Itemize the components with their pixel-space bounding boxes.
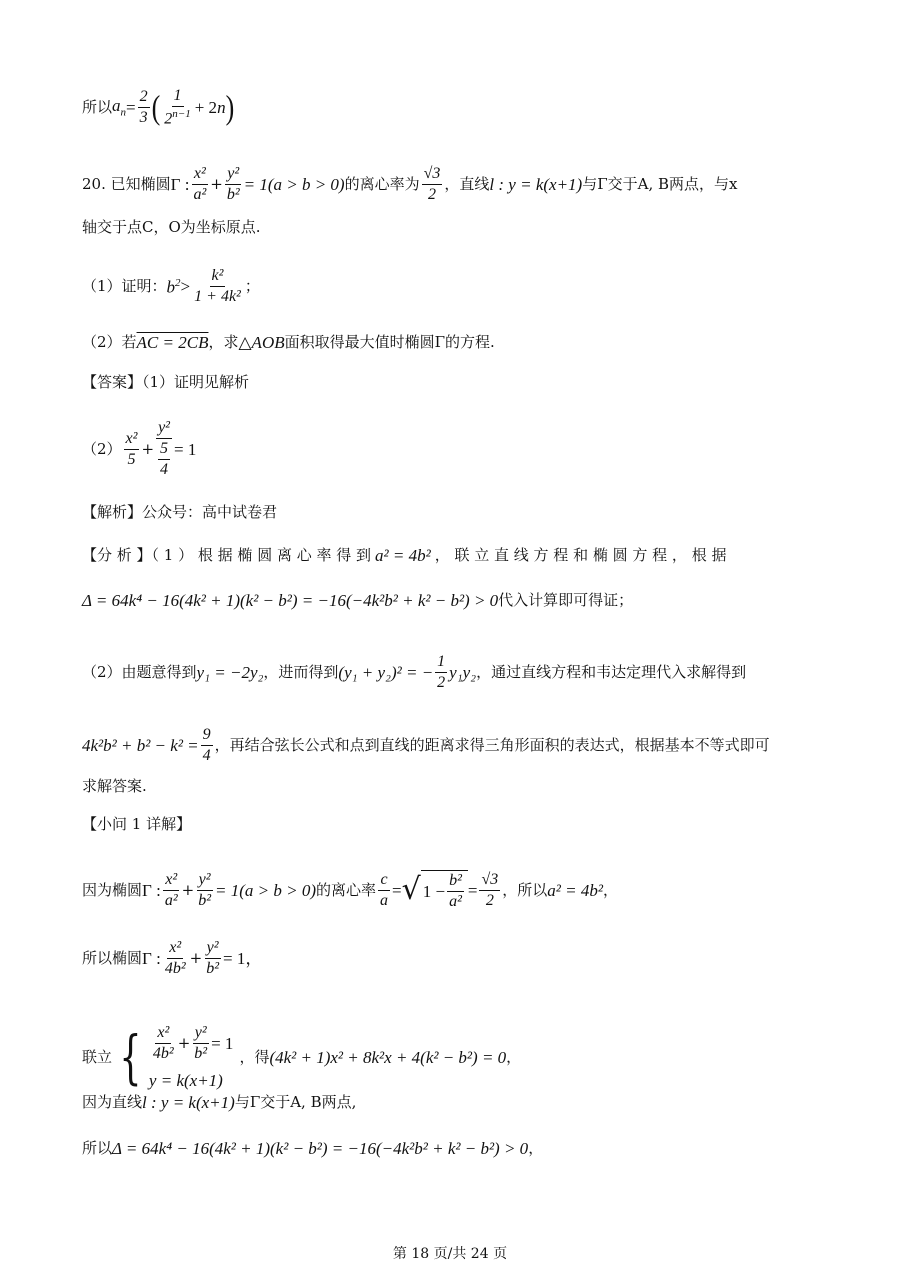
frac [151,1025,176,1062]
frac [447,873,464,910]
fenxi-5 [82,779,830,794]
text: 因为直线 [82,1093,143,1111]
formula-an [82,88,830,127]
eq: = [126,98,136,118]
eq: l : y = k(x+1) [142,1093,235,1112]
frac [163,940,188,977]
den: a² [164,891,178,909]
cond: = 1(a > b > 0) [215,880,316,900]
frac [435,654,447,691]
num: 9 [201,727,213,746]
eq: (y₁ + y₂)² = − [338,663,434,682]
den: 2 [428,186,437,203]
frac [138,89,150,126]
num: 5 [158,441,170,460]
num: y² [225,166,241,185]
text: ，进而得到 [263,663,339,681]
xiaowen-1 [82,817,830,832]
text: ，通过直线方程和韦达定理代入求解得到 [476,663,747,681]
text: 的离心率 [316,880,377,899]
text: 求解答案. [82,777,147,795]
detail-2 [82,940,830,977]
b2: $b^2$ [166,276,181,297]
text: 【解析】公众号：高中试卷君 [82,503,278,521]
frac [192,268,243,305]
text: 与Γ交于A, B两点, [234,1093,357,1111]
plus: + [210,175,223,193]
den: b² [194,1045,208,1062]
eq: Δ = 64k⁴ − 16(4k² + 1)(k² − b²) = −16(−4k²b² + k² − b²) > 0 [112,1139,529,1158]
problem-20 [82,166,830,203]
d: 2 [164,110,173,128]
num: k² [210,268,226,287]
num: y² [156,420,172,439]
sqrt: √ 1 − $\frac{\text{b²}}{\text{a²}}$ [402,870,468,910]
frac [204,940,221,977]
frac [201,727,213,764]
text: 与Γ交于A, B两点，与x [582,175,738,193]
text: 【答案】（1）证明见解析 [82,373,250,391]
den: a² [193,186,207,203]
num: 1 [435,654,447,673]
den: b² [198,891,211,909]
tri: △AOB [238,333,285,352]
num: y² [193,1025,209,1044]
vec: AC = 2CB [136,333,209,352]
gt: > [180,277,191,296]
detail-5 [82,1140,830,1157]
den [162,107,192,127]
text: （2） [82,439,122,458]
fenxi-4 [82,727,830,764]
den: 5 [127,450,136,468]
num: 1 [172,88,184,107]
text: ， [602,880,618,899]
text: ，求 [208,333,239,351]
fenxi-3 [82,654,830,691]
frac [196,872,213,909]
plus: + [189,949,203,967]
text: ，得 [239,1047,270,1066]
den: 2 [485,891,494,909]
text: 代入计算即可得证； [498,591,634,609]
num: y² [205,940,221,959]
text: ， [528,1139,544,1157]
text: （2）由题意得到 [82,663,197,681]
den: 4 [160,461,169,478]
eq: a² = 4b² [375,546,431,565]
text: ，直线 [444,175,490,193]
frac [225,166,242,203]
detail-1: 因为椭圆 Γ : $\frac{\text{x²}}{\text{a²}}$ + $\frac{\text{y²}}{\text{b²}}$ = 1(a > b > 0) 的离心率 $\frac{c}{a}$ = √ 1 − $\frac{\text{b²}}{\text{a²}}$ = $\frac{√3}{2}$ ，所以 a² = 4b² ， [82,870,618,910]
text: 轴交于点C，O为坐标原点. [82,218,261,236]
num: x² [167,940,183,959]
num: x² [192,166,208,185]
num: x² [124,431,140,450]
sup: n−1 [172,108,191,120]
gamma: Γ : [170,175,190,194]
math-a [112,97,126,118]
text: （2）若 [82,333,137,351]
text: （1）证明： [82,277,167,295]
num: √3 [479,872,500,891]
fenxi-2 [82,592,830,609]
den: 4 [202,747,211,764]
text: ，所以 [502,880,548,899]
question-1 [82,268,830,305]
b: b [166,277,176,297]
den: a [380,891,389,909]
gamma: Γ : [142,880,161,900]
den [156,439,172,478]
line-eq: l : y = k(x+1) [489,175,583,194]
cond: = 1(a > b > 0) [243,175,345,194]
frac [378,872,390,909]
text: ，再结合弦长公式和点到直线的距离求得三角形面积的表达式，根据基本不等式即可 [214,736,770,754]
text: 所以 [82,98,113,117]
den: 4b² [164,960,186,977]
text: 的离心率为 [344,175,420,193]
answer [82,375,830,390]
frac [191,166,208,203]
var: a [112,95,121,115]
frac [156,420,172,478]
frac [479,872,500,909]
num: b² [447,873,464,892]
eq: y₁ = −2y₂ [196,663,264,682]
text: 所以 [82,1139,113,1157]
text: 20. 已知椭圆 [82,175,171,193]
eq: = 1 [211,1034,234,1053]
gamma: Γ : [142,949,161,968]
jiexi [82,505,830,520]
den: 3 [139,109,148,127]
eq: Δ = 64k⁴ − 16(4k² + 1)(k² − b²) = −16(−4k²b² + k² − b²) > 0 [82,591,499,610]
text: 联立 [82,1047,113,1066]
text: 所以椭圆 [82,949,143,967]
eq: = 1 [174,439,197,459]
eq: y₁y₂ [449,663,477,682]
den: 2 [437,674,446,691]
eq: 4k²b² + b² − k² = [82,736,199,755]
num: √3 [422,166,443,185]
text: 【分 析 】（ 1 ） 根 据 椭 圆 离 心 率 得 到 [82,546,372,564]
num: x² [163,872,179,891]
plus: + 2 [194,98,218,118]
den: a² [449,893,462,910]
problem-20-cont [82,220,830,235]
in: 1 − [422,882,446,901]
fenxi-1 [82,547,830,564]
frac [422,166,443,203]
detail-4 [82,1094,830,1111]
num: x² [155,1025,171,1044]
brace: { [119,1023,142,1091]
den: 4b² [152,1045,174,1062]
plus: + [177,1034,191,1052]
system [149,1025,234,1089]
answer-2 [82,420,830,478]
question-2 [82,334,830,351]
den: b² [206,960,219,977]
frac [162,88,192,127]
text: 因为椭圆 [82,880,143,899]
sup: n [217,98,226,118]
eq: (4k² + 1)x² + 8k²x + 4(k² − b²) = 0 [269,1047,507,1067]
sub: n [120,106,127,119]
text: 面积取得最大值时椭圆Γ的方程. [284,333,495,351]
plus: + [141,439,155,458]
frac [124,431,140,468]
num: c [378,872,389,891]
plus: + [181,880,195,899]
num: 2 [138,89,150,108]
num: y² [197,872,213,891]
frac [192,1025,209,1062]
text: ； [244,277,260,295]
den: 1 + 4k² [194,288,241,305]
page-footer: 第 18 页/共 24 页 [392,1246,508,1262]
eq: = 1， [223,949,263,968]
text: ， 联 立 直 线 方 程 和 椭 圆 方 程 ， 根 据 [434,546,727,564]
eq: y = k(x+1) [148,1071,223,1090]
text: 【小问 1 详解】 [82,815,192,833]
paren: ( [151,88,161,126]
detail-3 [82,1025,830,1089]
eq: a² = 4b² [547,880,603,900]
text: ， [506,1047,522,1066]
paren: ) [225,88,235,126]
den: b² [226,186,240,203]
frac [163,872,180,909]
